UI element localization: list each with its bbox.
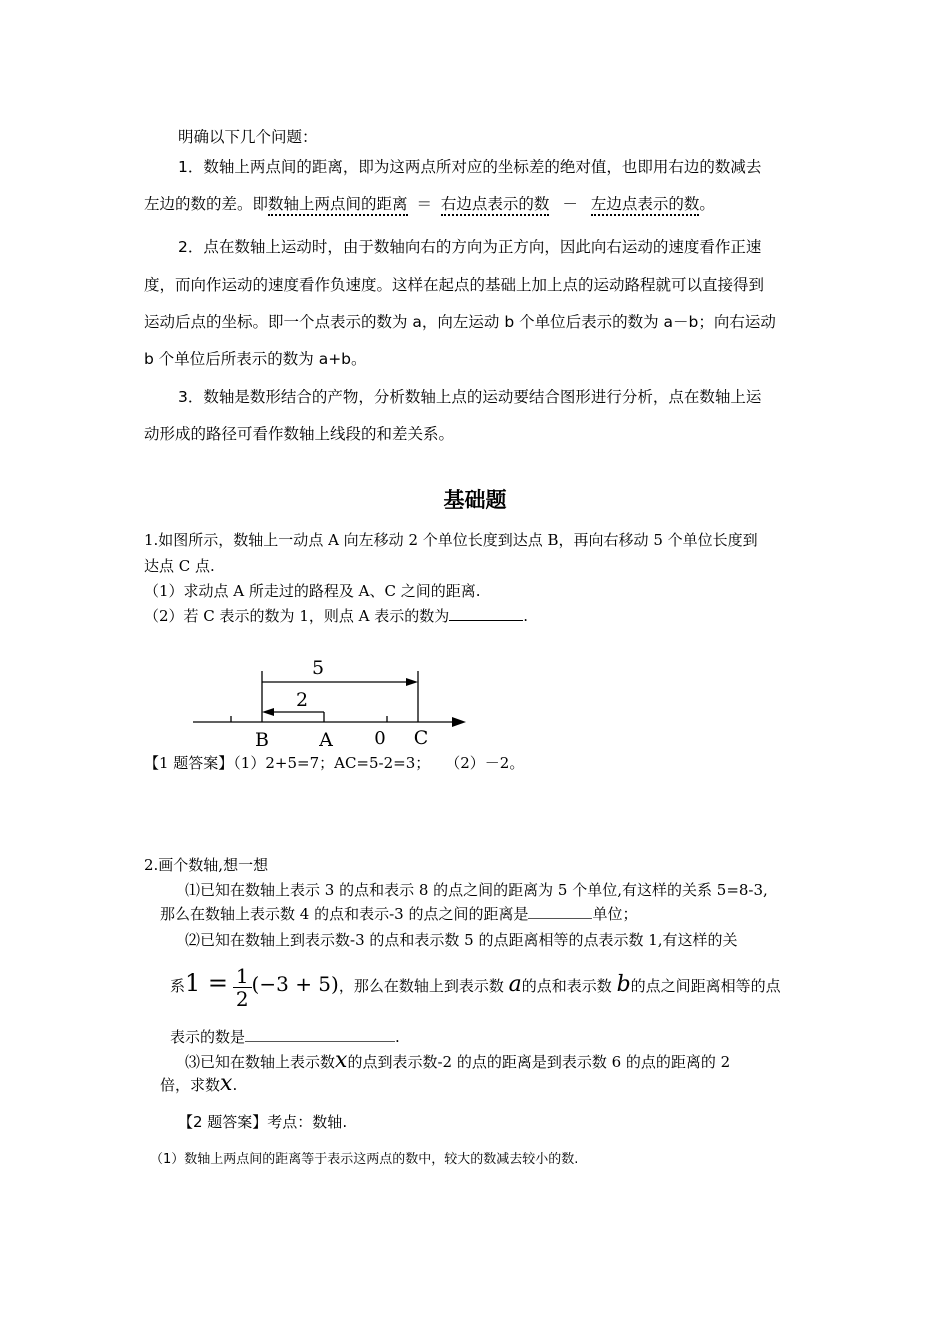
q2-sub-3-line-2-end: . (232, 1076, 238, 1094)
answer-blank (528, 905, 592, 919)
arrow-two-head (262, 708, 274, 716)
q1-sub-2-text: （2）若 C 表示的数为 1，则点 A 表示的数为 (144, 607, 450, 625)
intro-point-1-end: 。 (699, 195, 715, 213)
q2-sub-2-line-3-end: . (395, 1028, 400, 1046)
q2-sub-1-line-1: ⑴已知在数轴上表示 3 的点和表示 8 的点之间的距离为 5 个单位,有这样的关系 5=8-3, (185, 881, 768, 899)
number-line-figure (0, 650, 950, 750)
emphasis-left-number: 左边点表示的数 (591, 195, 700, 216)
q2-sub-1-text: 那么在数轴上表示数 4 的点和表示-3 的点之间的距离是 (160, 905, 529, 923)
q2-sub-1-line-2 (160, 904, 637, 924)
emphasis-right-number: 右边点表示的数 (441, 195, 550, 216)
fraction-one-half (233, 965, 252, 1010)
q2-sub-3-line-2 (160, 1070, 237, 1099)
intro-point-2-line-3: 运动后点的坐标。即一个点表示的数为 a，向左运动 b 个单位后表示的数为 a－b；向右运动 (144, 313, 776, 331)
label-C: C (413, 727, 429, 749)
fraction-numerator: 1 (233, 965, 252, 988)
label-B: B (255, 729, 269, 750)
q1-sub-2 (144, 606, 528, 626)
q2-sub-2-line-3-text: 表示的数是 (170, 1028, 246, 1046)
q1-line-2: 达点 C 点. (144, 557, 215, 575)
intro-point-3-line-2: 动形成的路径可看作数轴上线段的和差关系。 (144, 425, 455, 443)
variable-a: a (508, 972, 522, 997)
q1-line-1: 1.如图所示，数轴上一动点 A 向左移动 2 个单位长度到达点 B，再向右移动 5 个单位长度到 (144, 531, 758, 549)
q1-answer: 【1 题答案】（1）2+5=7；AC=5-2=3； （2）－2。 (144, 754, 525, 772)
intro-point-2-line-2: 度，而向作运动的速度看作负速度。这样在起点的基础上加上点的运动路程就可以直接得到 (144, 276, 765, 294)
q2-sub-1-end: 单位； (592, 905, 638, 923)
q2-sub-2-mid-2: 的点和表示数 (521, 977, 612, 995)
q2-sub-2-end: 的点之间距离相等的点 (630, 977, 781, 995)
emphasis-distance: 数轴上两点间的距离 (268, 195, 408, 216)
q2-answer-note: （1）数轴上两点间的距离等于表示这两点的数中，较大的数减去较小的数. (150, 1152, 579, 1167)
q1-sub-1: （1）求动点 A 所走过的路程及 A、C 之间的距离. (144, 582, 481, 600)
intro-point-1-prefix: 左边的数的差。即 (144, 195, 269, 213)
q1-sub-2-end: . (523, 607, 529, 625)
arrow-five-head (406, 678, 418, 686)
label-zero: 0 (374, 728, 386, 749)
q2-answer: 【2 题答案】考点：数轴. (178, 1113, 348, 1131)
q2-sub-3-line-1 (185, 1047, 730, 1076)
q2-sub-3-end: 的点到表示数-2 的点的距离是到表示数 6 的点的距离的 2 (347, 1053, 731, 1071)
q2-sub-2-line-2 (170, 960, 781, 1010)
equals-sign: ＝ (416, 195, 432, 213)
q2-sub-2-prefix: 系 (170, 977, 186, 995)
q2-sub-2-line-3 (170, 1027, 400, 1047)
minus-sign: － (562, 195, 578, 213)
variable-x: x (220, 1071, 233, 1096)
q2-sub-2-mid-1: ，那么在数轴上到表示数 (338, 977, 504, 995)
q2-sub-2-line-1: ⑵已知在数轴上到表示数-3 的点和表示数 5 的点距离相等的点表示数 1,有这样的关 (185, 931, 738, 949)
intro-point-3-line-1: 3．数轴是数形结合的产物，分析数轴上点的运动要结合图形进行分析，点在数轴上运 (178, 388, 762, 406)
intro-heading: 明确以下几个问题： (178, 128, 318, 146)
intro-point-2-line-1: 2．点在数轴上运动时，由于数轴向右的方向为正方向，因此向右运动的速度看作正速 (178, 238, 762, 256)
intro-point-1-line-2 (144, 194, 715, 214)
q2-sub-3-text: ⑶已知在数轴上表示数 (185, 1053, 336, 1071)
section-title: 基础题 (443, 488, 507, 512)
answer-blank (449, 606, 523, 621)
variable-b: b (616, 972, 631, 997)
equation-paren: (−3 + 5) (251, 972, 339, 996)
q2-sub-3-line-2-text: 倍，求数 (160, 1076, 221, 1094)
label-two: 2 (295, 689, 309, 711)
q2-title: 2.画个数轴,想一想 (144, 856, 269, 874)
axis-arrow-head (452, 717, 466, 727)
answer-blank (245, 1028, 395, 1042)
intro-point-2-line-4: b 个单位后所表示的数为 a+b。 (144, 350, 367, 368)
equation-lhs: 1 = (185, 969, 229, 997)
label-five: 5 (311, 657, 325, 679)
variable-x: x (335, 1048, 348, 1073)
fraction-denominator: 2 (235, 986, 249, 1011)
label-A: A (319, 729, 333, 750)
intro-point-1-line-1: 1．数轴上两点间的距离，即为这两点所对应的坐标差的绝对值，也即用右边的数减去 (178, 158, 762, 176)
